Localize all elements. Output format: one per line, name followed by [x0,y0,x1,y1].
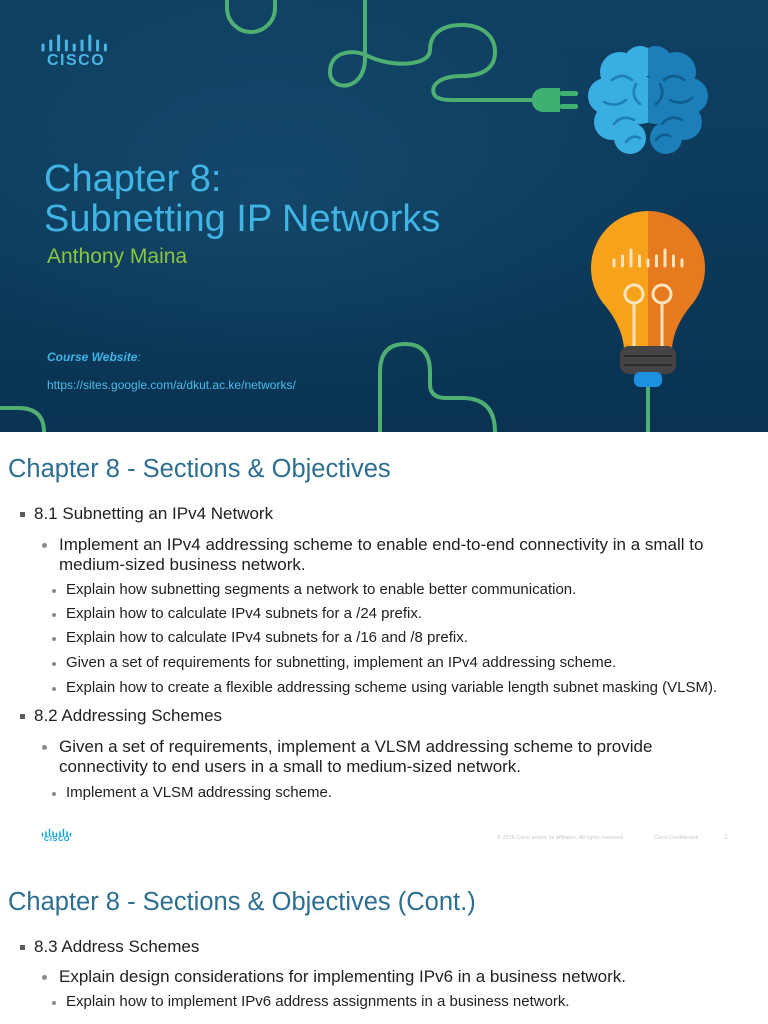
footer-copyright: © 2016 Cisco and/or its affiliates. All rights reserved. [497,835,625,841]
sub-objective: Implement a VLSM addressing scheme. [66,784,332,801]
footer-confidential: Cisco Confidential [654,835,699,841]
course-website-colon: : [137,350,141,364]
sub-objective: Given a set of requirements for subnetting, implement an IPv4 addressing scheme. [66,654,617,671]
bullet-marker [52,613,56,617]
bullet-marker [52,662,56,666]
decor-curve-top [330,0,534,100]
sub-objective: Explain how to create a flexible addressing scheme using variable length subnet masking (VLSM). [66,679,718,696]
cisco-footer-logo-text: CISCO [44,836,71,843]
slide-heading: Chapter 8 - Sections & Objectives (Cont.) [8,888,476,916]
author-name: Anthony Maina [47,245,188,268]
decor-curve-top-left [227,0,275,32]
sub-objective: Explain how to implement IPv6 address assignments in a business network. [66,993,570,1010]
bullet-marker [52,1001,56,1005]
slide-2 [0,432,768,862]
section-objective: Explain design considerations for implementing IPv6 in a business network. [59,967,626,986]
section-heading: 8.1 Subnetting an IPv4 Network [34,504,274,523]
bullet-marker [52,589,56,593]
bullet-marker [52,792,56,796]
brain-icon [588,46,708,154]
course-website-label: Course Website [47,350,138,364]
sub-objective: Explain how to calculate IPv4 subnets for a /16 and /8 prefix. [66,629,468,646]
page-number: 2 [724,834,728,841]
course-website-label-row [47,350,141,364]
bullet-marker [20,714,25,719]
sub-objective: Explain how to calculate IPv4 subnets for a /24 prefix. [66,605,423,622]
bullet-marker [20,945,25,950]
course-website-link[interactable]: https://sites.google.com/a/dkut.ac.ke/networks/ [47,378,296,392]
bullet-marker [42,745,47,750]
section-objective: Implement an IPv4 addressing scheme to enable end-to-end connectivity in a small to medium-sized business network. [59,535,704,574]
slide-title-line-2: Subnetting IP Networks [44,198,441,240]
bullet-marker [52,687,56,691]
lightbulb-icon [591,211,705,387]
section-heading: 8.3 Address Schemes [34,937,200,956]
title-slide [0,0,768,432]
plug-icon [532,88,578,112]
slide-title-line-1: Chapter 8: [44,158,222,200]
decor-curve-bottom [380,344,495,432]
sub-objective: Explain how subnetting segments a network to enable better communication. [66,581,577,598]
decor-curve-bottom-left [0,408,44,432]
slide-heading: Chapter 8 - Sections & Objectives [8,455,391,483]
bullet-marker [42,975,47,980]
bullet-marker [20,512,25,517]
section-heading: 8.2 Addressing Schemes [34,706,223,725]
bullet-marker [42,543,47,548]
cisco-logo-text: CISCO [47,52,106,69]
bullet-marker [52,637,56,641]
cisco-logo-icon [40,33,110,53]
section-objective: Given a set of requirements, implement a VLSM addressing scheme to provide connectivity to end users in a small to medium-sized network. [59,737,653,776]
slide-3 [0,862,768,1024]
